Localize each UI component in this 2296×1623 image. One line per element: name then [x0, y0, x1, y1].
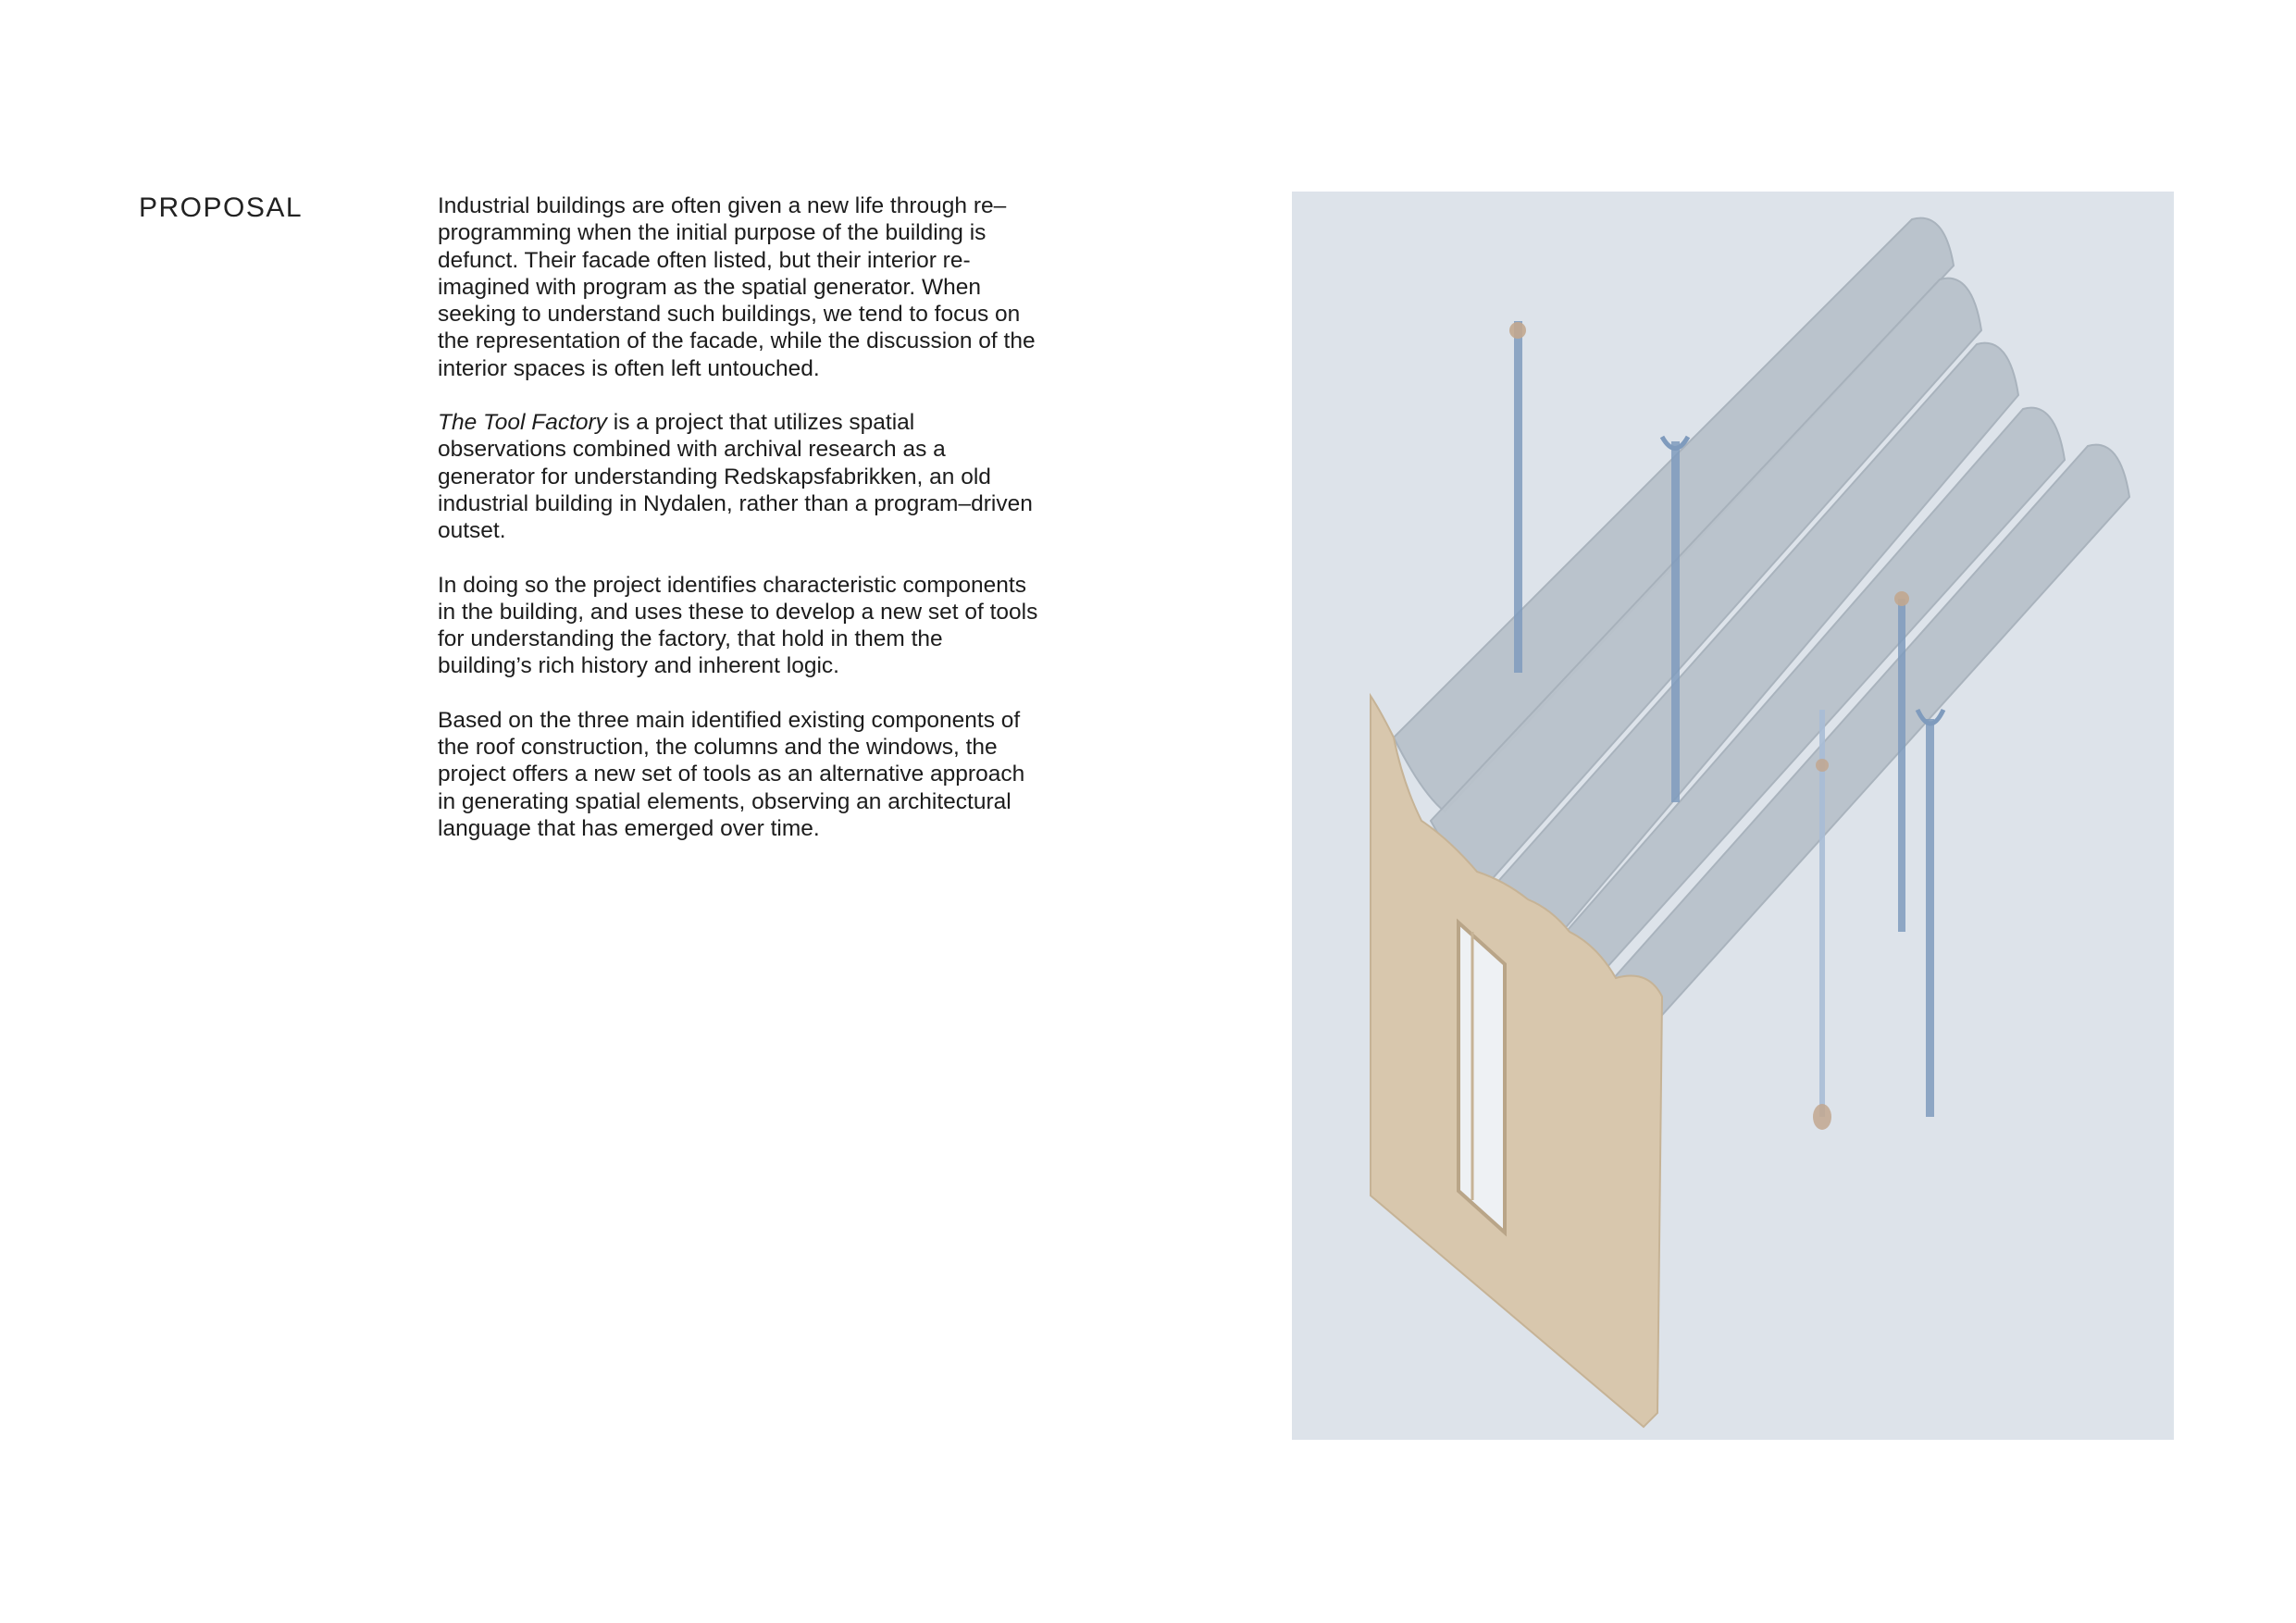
window-opening: [1458, 923, 1505, 1233]
section-heading: PROPOSAL: [139, 192, 304, 223]
axonometric-drawing: [1292, 192, 2174, 1440]
proposal-text: [438, 192, 1039, 869]
column-capital: [1509, 322, 1526, 339]
column-joint: [1816, 759, 1829, 772]
paragraph-method: In doing so the project identifies characteristic components in the building, and uses these to develop a new set of tools for understanding the factory, that hold in them the building’s rich history and inherent logic.: [438, 572, 1038, 679]
paragraph-project-text: is a project that utilizes spatial observations combined with archival research as a generator for understanding Redskapsfabrikken, an old industrial building in Nydalen, rather than a program–driven outset.: [438, 410, 1033, 544]
column: [1926, 719, 1934, 1117]
paragraph-project: [438, 409, 1039, 544]
column-capital: [1894, 591, 1909, 606]
project-title: The Tool Factory: [438, 410, 607, 436]
paragraph-components: Based on the three main identified existing components of the roof construction, the columns and the windows, the project offers a new set of tools as an alternative approach in generating spatial elements, observing an architectural language that has emerged over time.: [438, 707, 1025, 841]
column-base: [1813, 1104, 1831, 1130]
column: [1671, 441, 1680, 802]
column: [1898, 599, 1905, 932]
axonometric-svg: [1292, 192, 2174, 1440]
paragraph-intro: Industrial buildings are often given a new life through re–programming when the initial purpose of the building is defunct. Their facade often listed, but their interior re-imagined with program as the spatial generator. When seeking to understand such buildings, we tend to focus on the representation of the facade, while the discussion of the interior spaces is often left untouched.: [438, 193, 1036, 381]
column: [1514, 321, 1522, 673]
